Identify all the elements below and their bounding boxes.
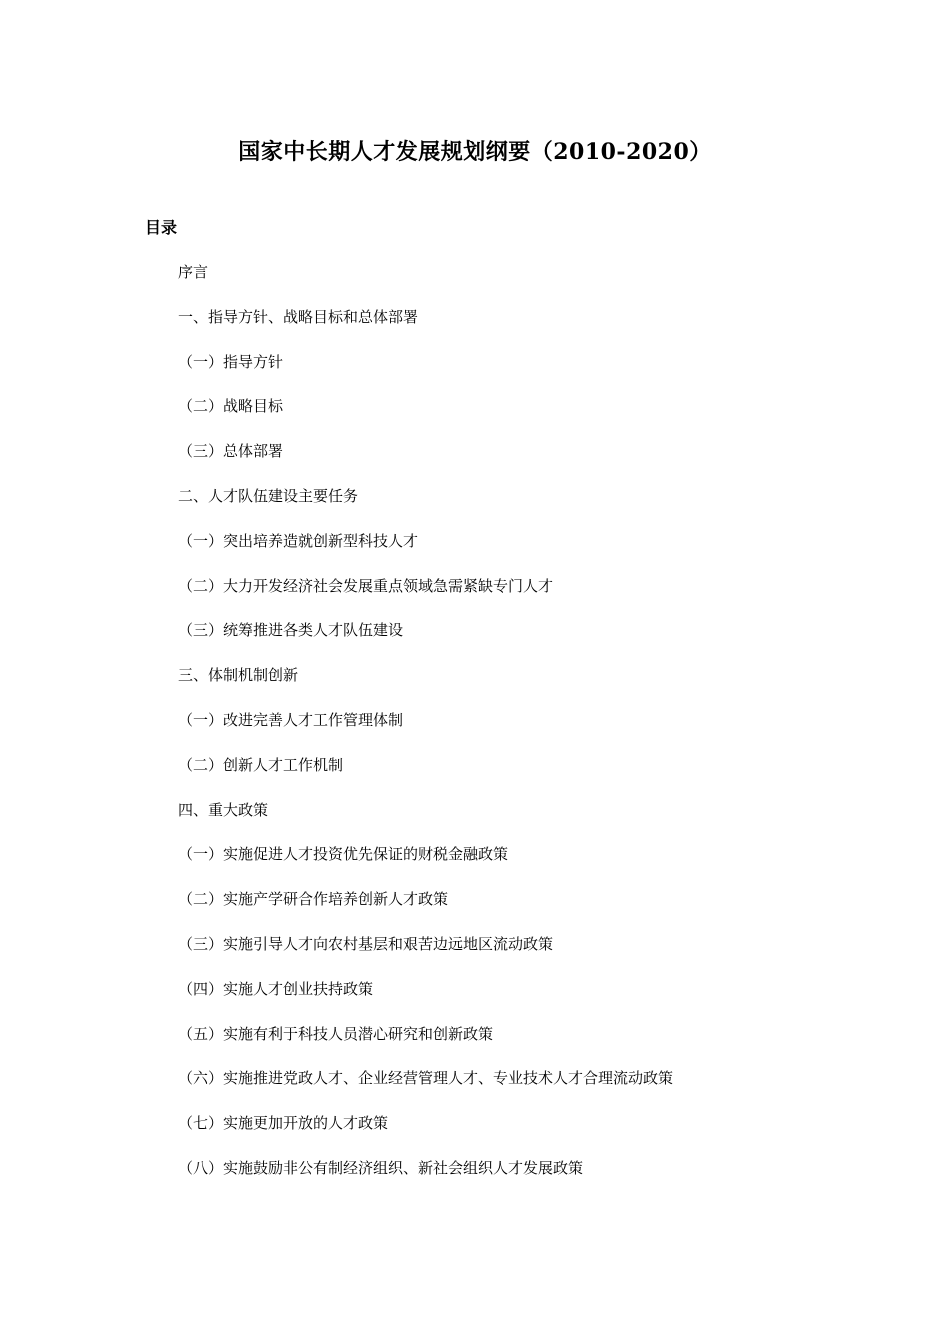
toc-item-2-3: （三）统筹推进各类人才队伍建设 bbox=[178, 621, 404, 640]
document-title: 国家中长期人才发展规划纲要（2010-2020） bbox=[238, 139, 712, 165]
toc-item-4-7: （七）实施更加开放的人才政策 bbox=[178, 1114, 389, 1133]
toc-item-section-3: 三、体制机制创新 bbox=[178, 666, 299, 685]
toc-item-4-4: （四）实施人才创业扶持政策 bbox=[178, 979, 374, 998]
toc-item-1-1: （一）指导方针 bbox=[178, 352, 284, 371]
toc-item-1-3: （三）总体部署 bbox=[178, 442, 284, 461]
toc-item-4-3: （三）实施引导人才向农村基层和艰苦边远地区流动政策 bbox=[178, 934, 554, 953]
toc-item-preface: 序言 bbox=[178, 263, 209, 281]
toc-item-section-2: 二、人才队伍建设主要任务 bbox=[178, 486, 359, 505]
toc-item-4-2: （二）实施产学研合作培养创新人才政策 bbox=[178, 890, 449, 909]
toc-heading: 目录 bbox=[145, 218, 178, 237]
toc-item-section-1: 一、指导方针、战略目标和总体部署 bbox=[178, 307, 419, 326]
toc-item-4-1: （一）实施促进人才投资优先保证的财税金融政策 bbox=[178, 845, 509, 864]
toc-item-section-4: 四、重大政策 bbox=[178, 800, 269, 819]
toc-item-3-1: （一）改进完善人才工作管理体制 bbox=[178, 710, 404, 729]
toc-item-4-8: （八）实施鼓励非公有制经济组织、新社会组织人才发展政策 bbox=[178, 1158, 584, 1177]
toc-item-3-2: （二）创新人才工作机制 bbox=[178, 755, 344, 774]
toc-item-4-6: （六）实施推进党政人才、企业经营管理人才、专业技术人才合理流动政策 bbox=[178, 1069, 674, 1088]
toc-item-1-2: （二）战略目标 bbox=[178, 397, 284, 416]
toc-item-2-2: （二）大力开发经济社会发展重点领域急需紧缺专门人才 bbox=[178, 576, 554, 595]
toc-item-4-5: （五）实施有利于科技人员潜心研究和创新政策 bbox=[178, 1024, 494, 1043]
toc-item-2-1: （一）突出培养造就创新型科技人才 bbox=[178, 531, 419, 550]
toc-list bbox=[178, 259, 673, 1200]
